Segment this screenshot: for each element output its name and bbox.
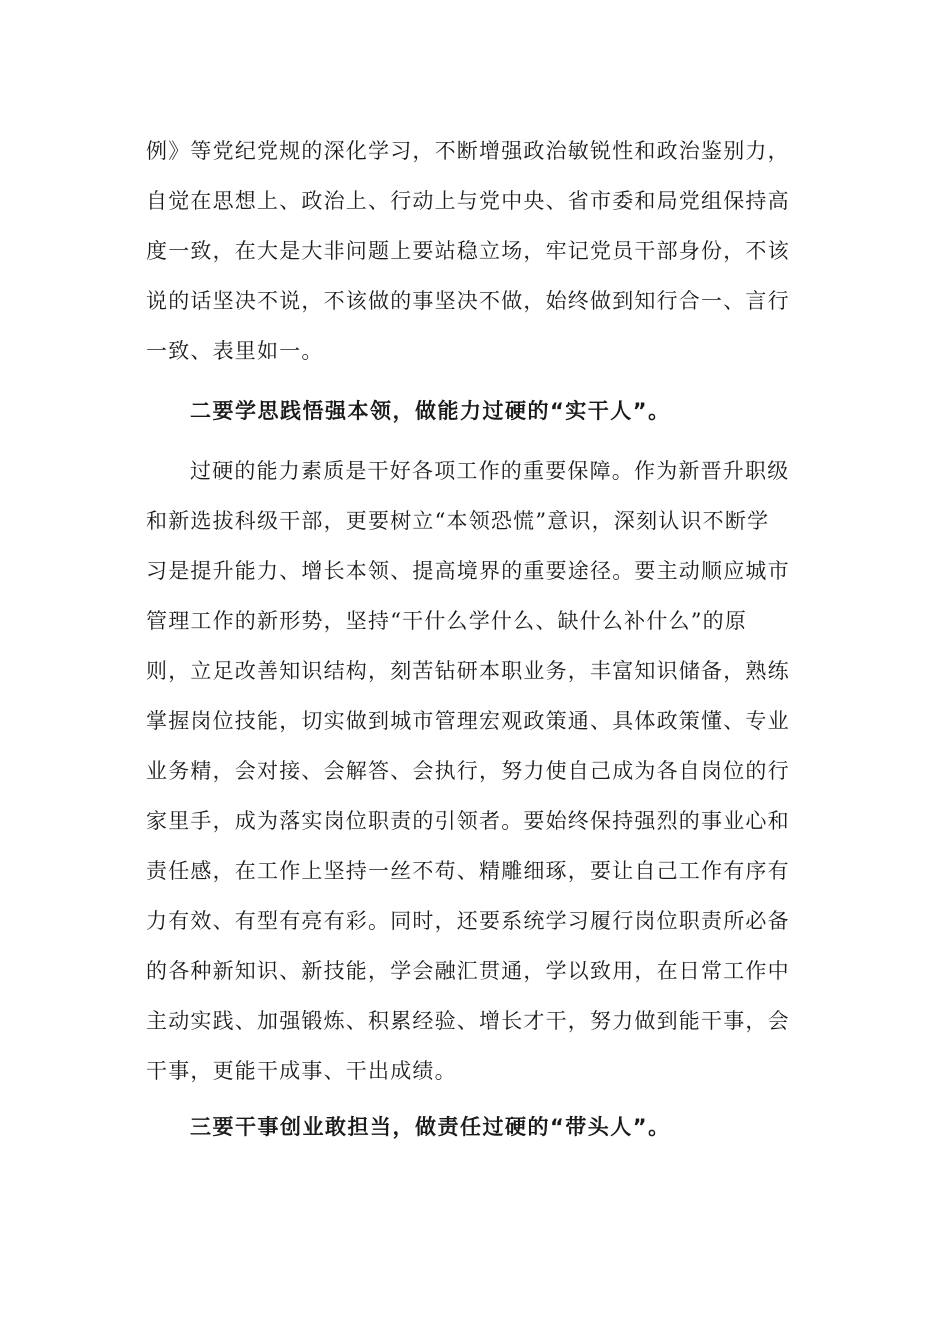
paragraph-line: 和新选拔科级干部，更要树立“本领恐慌”意识，深刻认识不断学	[146, 509, 770, 533]
section-heading: 二要学思践悟强本领，做能力过硬的“实干人”。	[190, 399, 671, 423]
paragraph-line: 掌握岗位技能，切实做到城市管理宏观政策通、具体政策懂、专业	[146, 709, 790, 733]
paragraph-line: 业务精，会对接、会解答、会执行，努力使自己成为各自岗位的行	[146, 759, 790, 783]
paragraph-line: 例》等党纪党规的深化学习，不断增强政治敏锐性和政治鉴别力，	[146, 139, 790, 163]
paragraph-line: 责任感，在工作上坚持一丝不苟、精雕细琢，要让自己工作有序有	[146, 859, 790, 883]
paragraph-line: 过硬的能力素质是干好各项工作的重要保障。作为新晋升职级	[190, 459, 790, 483]
paragraph-line: 则，立足改善知识结构，刻苦钻研本职业务，丰富知识储备，熟练	[146, 659, 790, 683]
paragraph-line: 一致、表里如一。	[146, 339, 324, 363]
paragraph-line: 度一致，在大是大非问题上要站稳立场，牢记党员干部身份，不该	[146, 239, 790, 263]
paragraph-line: 主动实践、加强锻炼、积累经验、增长才干，努力做到能干事，会	[146, 1009, 790, 1033]
paragraph-line: 说的话坚决不说，不该做的事坚决不做，始终做到知行合一、言行	[146, 289, 790, 313]
paragraph-line: 习是提升能力、增长本领、提高境界的重要途径。要主动顺应城市	[146, 559, 790, 583]
paragraph-line: 家里手，成为落实岗位职责的引领者。要始终保持强烈的事业心和	[146, 809, 790, 833]
section-heading: 三要干事创业敢担当，做责任过硬的“带头人”。	[190, 1115, 671, 1139]
paragraph-line: 的各种新知识、新技能，学会融汇贯通，学以致用，在日常工作中	[146, 959, 790, 983]
paragraph-line: 管理工作的新形势，坚持“干什么学什么、缺什么补什么”的原	[146, 609, 748, 633]
paragraph-line: 自觉在思想上、政治上、行动上与党中央、省市委和局党组保持高	[146, 189, 790, 213]
paragraph-line: 力有效、有型有亮有彩。同时，还要系统学习履行岗位职责所必备	[146, 909, 790, 933]
paragraph-line: 干事，更能干成事、干出成绩。	[146, 1059, 457, 1083]
